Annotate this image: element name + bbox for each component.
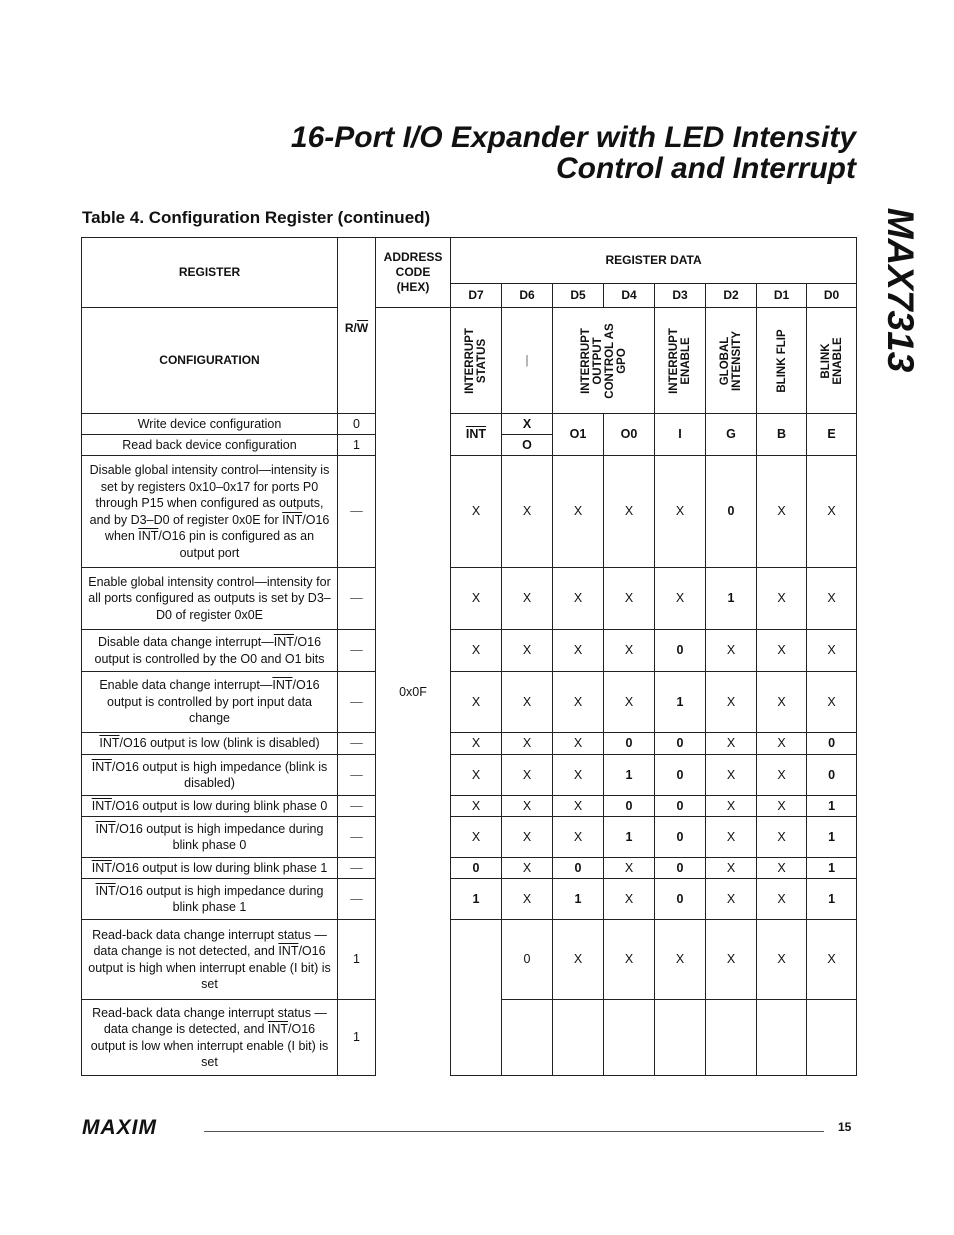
interrupt-enable-label: INTERRUPT ENABLE — [668, 327, 692, 394]
cell-d0: 1 — [807, 817, 857, 858]
table-row — [82, 568, 857, 630]
cell-d1: X — [757, 755, 807, 796]
row-desc: Read-back data change interrupt status —data change is not detected, and $\overline{INT}/O16$ output is high when interrupt enable (I bit) is set — [82, 920, 338, 1000]
bit-name-d7 — [451, 308, 502, 414]
cell-d4: X — [604, 672, 655, 733]
cell-d7: X — [451, 796, 502, 817]
cell-d5: X — [553, 672, 604, 733]
cell-d7: X — [451, 817, 502, 858]
cell-d0: X — [807, 456, 857, 568]
bit-name-d5-d4 — [553, 308, 655, 414]
cell-d0: X — [807, 568, 857, 630]
address-cell: 0x0F — [376, 308, 451, 1076]
page-title — [291, 122, 856, 184]
cell-d1 — [757, 1000, 807, 1076]
cell-d6: X — [502, 672, 553, 733]
cell-d2 — [706, 1000, 757, 1076]
bit-d6: D6 — [502, 284, 553, 308]
row-desc: Disable data change $interrupt—\overline{INT}/O16$ output is controlled by the O0 and O1 bits — [82, 630, 338, 672]
row-rw: — — [338, 630, 376, 672]
configuration-header: CONFIGURATION — [82, 308, 338, 414]
cell-d5: 1 — [553, 879, 604, 920]
register-data-header: REGISTER DATA — [451, 238, 857, 284]
row-rw: — — [338, 672, 376, 733]
footer-rule — [204, 1131, 824, 1132]
row-desc: Enable data change $interrupt—\overline{INT}/O16$ output is controlled by port input data change — [82, 672, 338, 733]
cell-d6: X — [502, 817, 553, 858]
row-rw: 1 — [338, 435, 376, 456]
cell-d6: X — [502, 755, 553, 796]
table-row — [82, 920, 857, 1000]
cell-d4: X — [604, 630, 655, 672]
cell-d3: X — [655, 920, 706, 1000]
cell-d3: 0 — [655, 755, 706, 796]
sym-d7 — [451, 414, 502, 456]
cell-d7: X — [451, 755, 502, 796]
cell-d5: 0 — [553, 858, 604, 879]
cell-d7: X — [451, 568, 502, 630]
cell-d2: 0 — [706, 456, 757, 568]
cell-d0: 1 — [807, 796, 857, 817]
sym-d0: E — [807, 414, 857, 456]
cell-d3: 0 — [655, 817, 706, 858]
row-rw: 1 — [338, 920, 376, 1000]
sym-d1: B — [757, 414, 807, 456]
cell-d2: X — [706, 817, 757, 858]
cell-d1: X — [757, 672, 807, 733]
table-row — [82, 672, 857, 733]
cell-d1: X — [757, 796, 807, 817]
bit-d1: D1 — [757, 284, 807, 308]
cell-d4: 1 — [604, 817, 655, 858]
logo-text: MAXIM — [82, 1117, 157, 1137]
bit-d0: D0 — [807, 284, 857, 308]
cell-d1: X — [757, 568, 807, 630]
title-line-1: 16-Port I/O Expander with LED Intensity — [290, 121, 856, 154]
table-row — [82, 733, 857, 755]
bit-d4: D4 — [604, 284, 655, 308]
cell-d7: 0 — [451, 858, 502, 879]
global-intensity-label: GLOBAL INTENSITY — [719, 330, 743, 391]
bit-name-d0 — [807, 308, 857, 414]
row-rw: — — [338, 858, 376, 879]
bit-d3: D3 — [655, 284, 706, 308]
cell-d7: 1 — [451, 879, 502, 920]
cell-d6: X — [502, 796, 553, 817]
bit-name-d2 — [706, 308, 757, 414]
sym-d4: O0 — [604, 414, 655, 456]
cell-d3: 0 — [655, 796, 706, 817]
table-row — [82, 456, 857, 568]
cell-d7: X — [451, 733, 502, 755]
d6-separator: | — [525, 354, 529, 367]
cell-d1: X — [757, 630, 807, 672]
cell-d4: X — [604, 456, 655, 568]
cell-d4: X — [604, 858, 655, 879]
cell-d0: X — [807, 630, 857, 672]
cell-d2: X — [706, 755, 757, 796]
cell-d0 — [807, 1000, 857, 1076]
cell-d5: X — [553, 568, 604, 630]
table-row — [82, 630, 857, 672]
cell-d1: X — [757, 879, 807, 920]
cell-d7: X — [451, 456, 502, 568]
bit-d5: D5 — [553, 284, 604, 308]
sym-d3: I — [655, 414, 706, 456]
row-rw: 0 — [338, 414, 376, 435]
row-desc: Disable global intensity control—intensity is set by registers 0x10–0x17 for ports P0 through P15 when configured as outputs, and by D3–D0 of register 0x0E for $\overline{INT}/O16$ when $\overline{INT}/O16$ pin is configured as an output port — [82, 456, 338, 568]
table-row — [82, 796, 857, 817]
row-desc: $\overline{INT}/O16$ output is low during blink phase 1 — [82, 858, 338, 879]
cell-d1: X — [757, 733, 807, 755]
table-row — [82, 755, 857, 796]
header-row — [82, 238, 857, 284]
sym-d2: G — [706, 414, 757, 456]
address-code-header — [376, 238, 451, 308]
title-line-2: Control and Interrupt — [556, 152, 856, 185]
cell-d2: X — [706, 733, 757, 755]
page-number: 15 — [838, 1120, 852, 1134]
cell-d6: X — [502, 879, 553, 920]
table-caption: Table 4. Configuration Register (continued) — [82, 208, 431, 227]
cell-d3: 1 — [655, 672, 706, 733]
cell-d7: X — [451, 630, 502, 672]
cell-d4: 0 — [604, 733, 655, 755]
cell-d2: X — [706, 630, 757, 672]
sym-d6-read: O — [502, 435, 553, 456]
cell-d1: X — [757, 920, 807, 1000]
row-rw: — — [338, 733, 376, 755]
cell-d4: 1 — [604, 755, 655, 796]
cell-d0: 0 — [807, 755, 857, 796]
cell-d0: 1 — [807, 858, 857, 879]
row-rw: 1 — [338, 1000, 376, 1076]
row-rw: — — [338, 456, 376, 568]
configuration-register-table — [81, 237, 857, 1076]
cell-d5: X — [553, 456, 604, 568]
cell-d4: X — [604, 920, 655, 1000]
cell-d3: X — [655, 568, 706, 630]
cell-d5 — [553, 1000, 604, 1076]
cell-d3: 0 — [655, 879, 706, 920]
cell-d3: 0 — [655, 858, 706, 879]
interrupt-status-label: INTERRUPT STATUS — [464, 327, 488, 394]
sym-d5: O1 — [553, 414, 604, 456]
interrupt-output-control-label: INTERRUPT OUTPUT CONTROL AS GPO — [579, 322, 628, 399]
cell-d2: X — [706, 858, 757, 879]
row-rw: — — [338, 879, 376, 920]
cell-d5: X — [553, 796, 604, 817]
cell-d4: 0 — [604, 796, 655, 817]
bit-name-d1 — [757, 308, 807, 414]
maxim-logo — [82, 1117, 192, 1137]
rw-header-spacer — [338, 238, 376, 308]
row-desc: Write device configuration — [82, 414, 338, 435]
cell-d6: X — [502, 568, 553, 630]
table-row — [82, 414, 857, 435]
row-rw: — — [338, 568, 376, 630]
sym-d6-write: X — [502, 414, 553, 435]
cell-d5: X — [553, 733, 604, 755]
bit-name-row — [82, 308, 857, 414]
cell-d6 — [502, 1000, 553, 1076]
row-desc: $\overline{INT}/O16$ output is high impedance (blink is disabled) — [82, 755, 338, 796]
bit-d7: D7 — [451, 284, 502, 308]
sym-int: $\overline{INT}$ — [465, 427, 487, 442]
row-desc: Read-back data change interrupt status —data change is detected, and $\overline{INT}/O16$ output is low when interrupt enable (I bit) is set — [82, 1000, 338, 1076]
cell-d3: 0 — [655, 630, 706, 672]
bit-d2: D2 — [706, 284, 757, 308]
row-desc: $\overline{INT}/O16$ output is low during blink phase 0 — [82, 796, 338, 817]
row-desc: Read back device configuration — [82, 435, 338, 456]
row-desc: $\overline{INT}/O16$ output is high impedance during blink phase 0 — [82, 817, 338, 858]
cell-d1: X — [757, 858, 807, 879]
bit-name-d6 — [502, 308, 553, 414]
cell-d2: X — [706, 879, 757, 920]
cell-d4: X — [604, 879, 655, 920]
table-row — [82, 879, 857, 920]
cell-d0: X — [807, 920, 857, 1000]
cell-d3: 0 — [655, 733, 706, 755]
row-desc: $\overline{INT}/O16$ output is low (blink is disabled) — [82, 733, 338, 755]
row-rw: — — [338, 755, 376, 796]
cell-d2: X — [706, 672, 757, 733]
row-rw: — — [338, 796, 376, 817]
bit-name-d3 — [655, 308, 706, 414]
cell-d3 — [655, 1000, 706, 1076]
cell-d6: X — [502, 456, 553, 568]
cell-d5: X — [553, 630, 604, 672]
cell-d7: X — [451, 672, 502, 733]
cell-d1: X — [757, 456, 807, 568]
cell-d0: 1 — [807, 879, 857, 920]
blink-enable-label: BLINK ENABLE — [819, 336, 844, 385]
cell-d1: X — [757, 817, 807, 858]
cell-d2: 1 — [706, 568, 757, 630]
rw-header: $R/\overline{W}$ — [338, 308, 376, 414]
cell-d6: X — [502, 733, 553, 755]
cell-d5: X — [553, 920, 604, 1000]
cell-d0: 0 — [807, 733, 857, 755]
register-header: REGISTER — [82, 238, 338, 308]
table-row — [82, 858, 857, 879]
row-rw: — — [338, 817, 376, 858]
cell-d2: X — [706, 796, 757, 817]
row-desc: $\overline{INT}/O16$ output is high impedance during blink phase 1 — [82, 879, 338, 920]
part-number-label: MAX7313 — [880, 207, 921, 373]
cell-d3: X — [655, 456, 706, 568]
cell-d4 — [604, 1000, 655, 1076]
cell-d4: X — [604, 568, 655, 630]
cell-d2: X — [706, 920, 757, 1000]
cell-d6: X — [502, 858, 553, 879]
cell-d0: X — [807, 672, 857, 733]
cell-d6: X — [502, 630, 553, 672]
blink-flip-label: BLINK FLIP — [775, 328, 788, 393]
row-desc: Enable global intensity control—intensity for all ports configured as outputs is set by D3–D0 of register 0x0E — [82, 568, 338, 630]
cell-d5: X — [553, 755, 604, 796]
cell-d7-empty — [451, 920, 502, 1076]
cell-d6: 0 — [502, 920, 553, 1000]
address-code-label: ADDRESS CODE (HEX) — [383, 250, 443, 294]
side-part-number — [869, 207, 931, 373]
table-row — [82, 817, 857, 858]
cell-d5: X — [553, 817, 604, 858]
